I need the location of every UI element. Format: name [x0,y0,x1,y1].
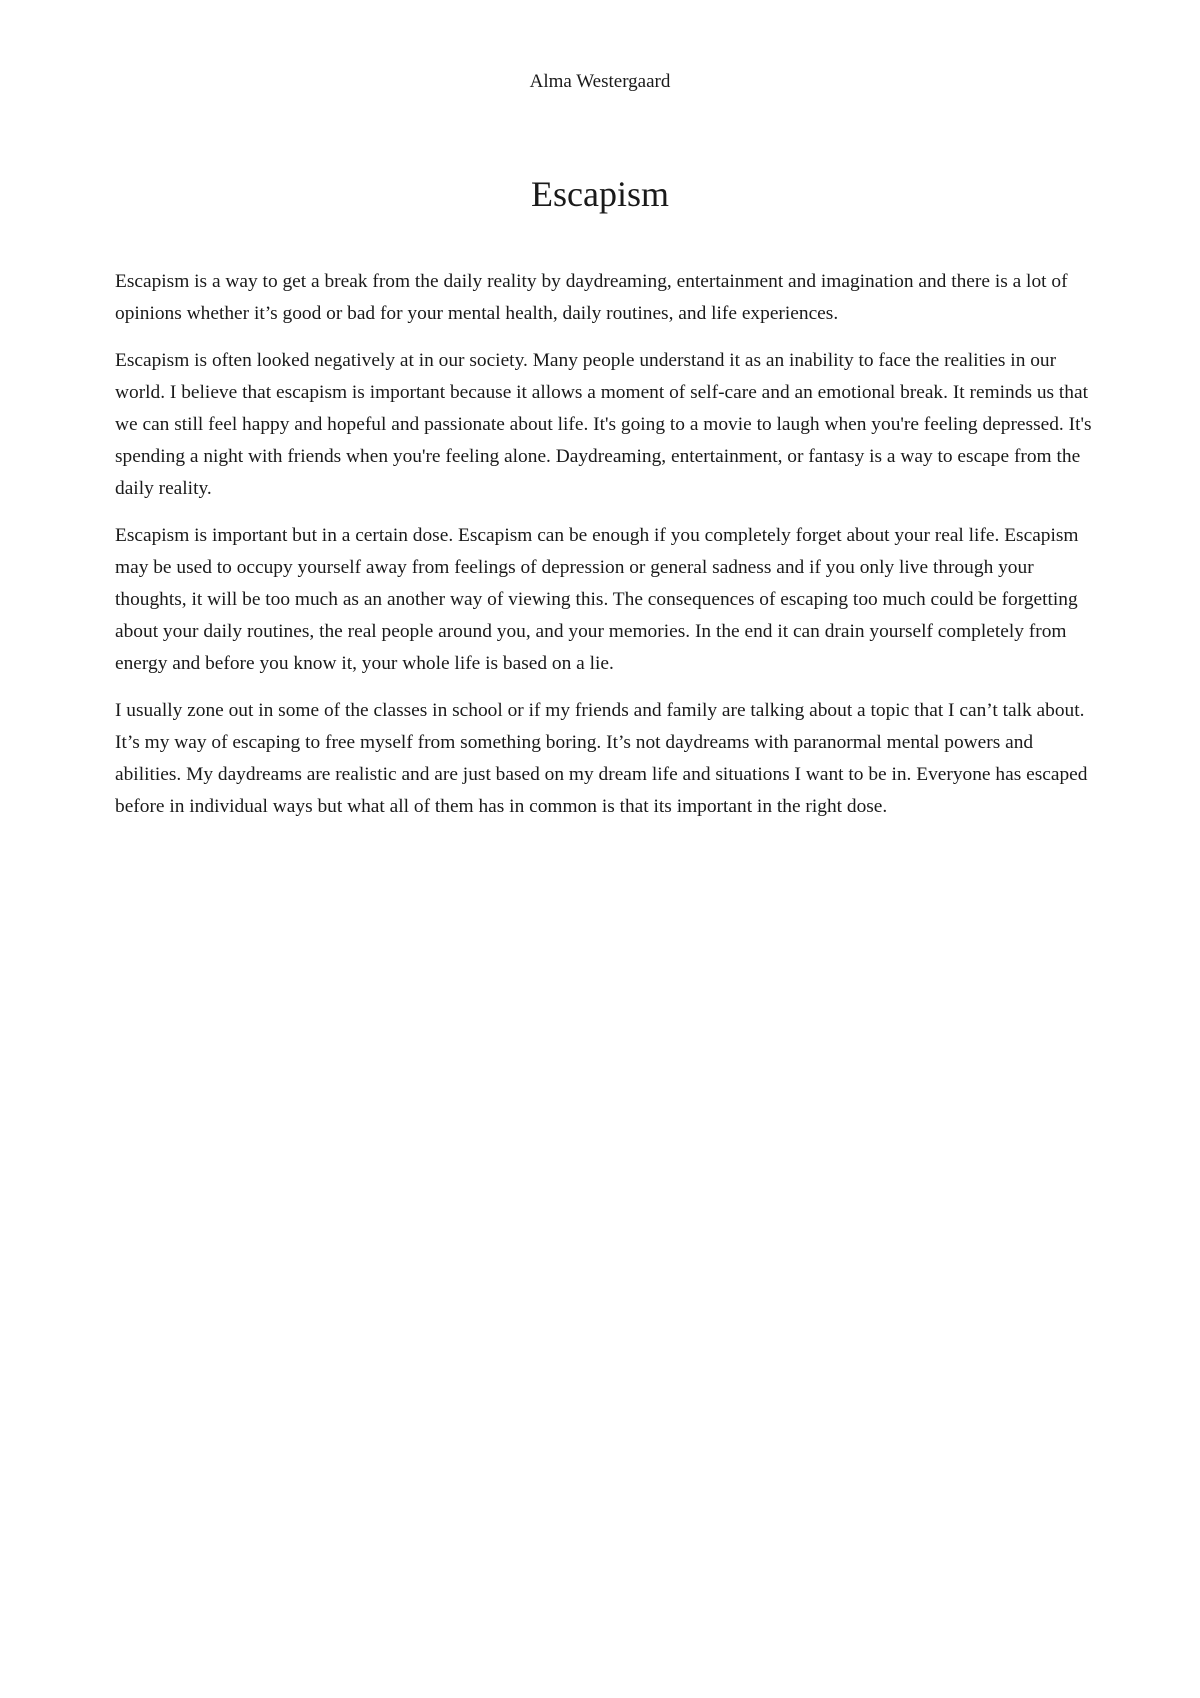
document-title: Escapism [531,174,669,214]
paragraph: Escapism is a way to get a break from the daily reality by daydreaming, entertainment and imagination and there is a lot of opinions whether it’s good or bad for your mental health, daily routines, and life experiences. [115,271,1068,324]
paragraph: Escapism is often looked negatively at in our society. Many people understand it as an inability to face the realities in our world. I believe that escapism is important because it allows a moment of self-care and an emotional break. It reminds us that we can still feel happy and hopeful and passionate about life. It's going to a movie to laugh when you're feeling depressed. It's spending a night with friends when you're feeling alone. Daydreaming, entertainment, or fantasy is a way to escape from the daily reality. [115,350,1092,499]
paragraph: I usually zone out in some of the classes in school or if my friends and family are talking about a topic that I can’t talk about. It’s my way of escaping to free myself from something boring. It’s not daydreams with paranormal mental powers and abilities. My daydreams are realistic and are just based on my dream life and situations I want to be in. Everyone has escaped before in individual ways but what all of them has in common is that its important in the right dose. [115,700,1088,817]
document-body [115,266,1095,838]
paragraph: Escapism is important but in a certain dose. Escapism can be enough if you completely forget about your real life. Escapism may be used to occupy yourself away from feelings of depression or general sadness and if you only live through your thoughts, it will be too much as an another way of viewing this. The consequences of escaping too much could be forgetting about your daily routines, the real people around you, and your memories. In the end it can drain yourself completely from energy and before you know it, your whole life is based on a lie. [115,525,1079,674]
author-name: Alma Westergaard [529,71,671,92]
